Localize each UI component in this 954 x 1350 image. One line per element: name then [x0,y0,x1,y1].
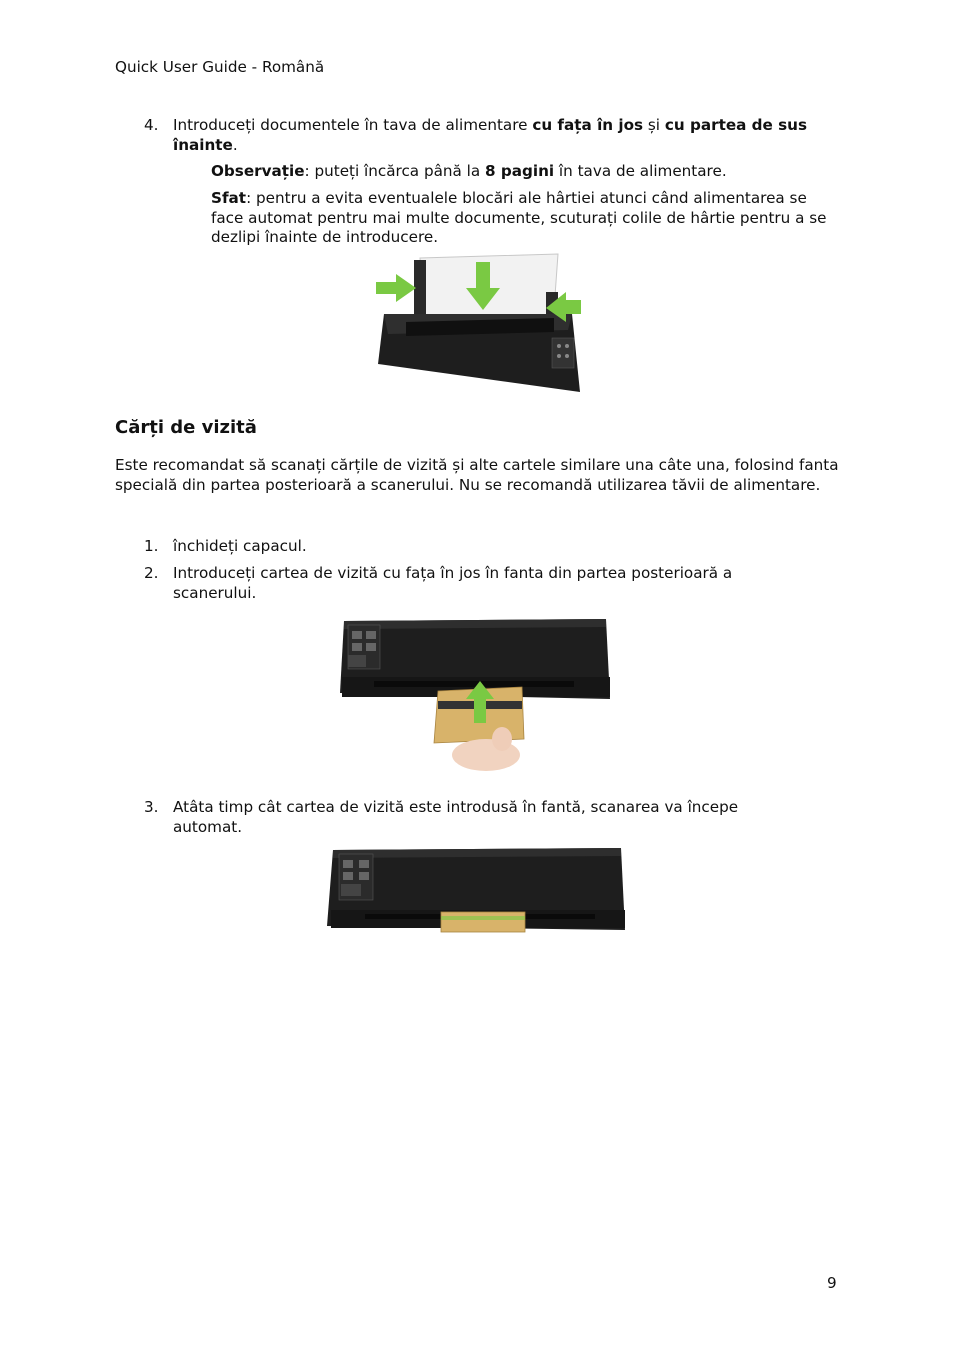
step-1-number: 1. [144,537,159,555]
step-1-text: închideți capacul. [173,537,307,555]
page-header: Quick User Guide - Română [115,58,325,76]
note-label: Observație [211,162,305,180]
step-4-text-3: . [232,135,238,154]
step-4-number: 4. [144,116,159,134]
tip-label: Sfat [211,189,247,207]
note-bold: 8 pagini [485,162,555,180]
step-4-text-1: Introduceți documentele în tava de alimentare [173,116,533,134]
business-card-insert-illustration [334,615,612,772]
step-2-text: Introduceți cartea de vizită cu fața în jos în fanta din partea posterioară a scanerului. [173,564,733,602]
scanner-paper-feed-illustration [376,252,581,395]
note-text-2: în tava de alimentare. [554,162,727,180]
section-intro: Este recomandat să scanați cărțile de vizită și alte cartele similare una câte una, folosind fanta specială din partea posterioară a scanerului. Nu se recomandă utilizarea tăvii de alimentare. [115,456,839,494]
business-card-scanning-illustration [325,846,627,934]
step-4-bold-2: cu partea de sus înainte [173,116,808,154]
tip-text: : pentru a evita eventualele blocări ale hârtiei atunci când alimentarea se face automat pentru mai multe documente, scuturați colile de hârtie pentru a se dezlipi înainte de introducere. [211,189,827,246]
step-2-number: 2. [144,564,159,582]
step-3-text: Atâta timp cât cartea de vizită este introdusă în fantă, scanarea va începe automat. [173,798,739,836]
note-paragraph [211,162,831,182]
step-4-bold-1: cu fața în jos [532,116,644,134]
step-3-number: 3. [144,798,159,816]
step-4-text [173,116,823,155]
step-4-text-2: și [643,116,665,134]
tip-paragraph [211,189,831,248]
arrow-right-icon [376,274,416,302]
section-title: Cărți de vizită [115,417,257,438]
note-text-1: : puteți încărca până la [304,162,486,180]
page-number: 9 [827,1274,837,1292]
